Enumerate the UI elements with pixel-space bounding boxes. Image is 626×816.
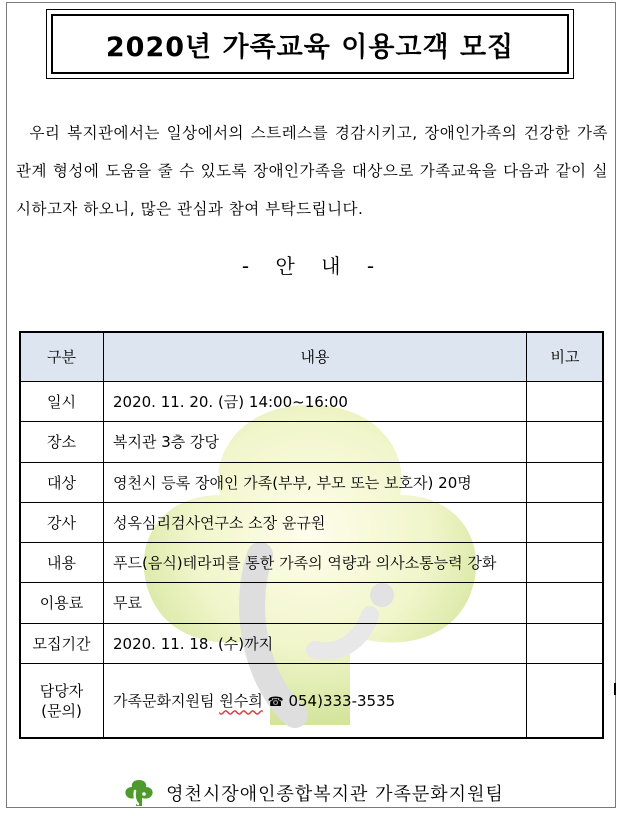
notice-heading: - 안 내 - [241,254,385,278]
contact-person: 원수희 [219,692,263,711]
row-content-date: 2020. 11. 20. (금) 14:00~16:00 [104,382,527,422]
row-label-instructor: 강사 [20,502,104,542]
row-note [527,502,604,542]
row-label-fee: 이용료 [20,583,104,623]
title-box [46,9,574,79]
row-note [527,422,604,462]
header-note: 비고 [527,332,604,382]
page-title: 2020년 가족교육 이용고객 모집 [105,31,515,63]
row-note [527,543,604,583]
row-note [527,382,604,422]
footer-org-name: 영천시장애인종합복지관 가족문화지원팀 [166,784,504,805]
row-note [527,663,604,738]
margin-mark [614,683,616,695]
row-label-content: 내용 [20,543,104,583]
row-note [527,623,604,663]
row-note [527,583,604,623]
header-category: 구분 [20,332,104,382]
row-content-period: 2020. 11. 18. (수)까지 [104,623,527,663]
tree-logo-icon [122,778,156,808]
contact-team: 가족문화지원팀 [113,692,215,711]
row-content-fee: 무료 [104,583,527,623]
row-content-contact [104,663,527,738]
row-label-date: 일시 [20,382,104,422]
row-content-place: 복지관 3층 강당 [104,422,527,462]
row-content-instructor: 성옥심리검사연구소 소장 윤규원 [104,502,527,542]
intro-paragraph: 우리 복지관에서는 일상에서의 스트레스를 경감시키고, 장애인가족의 건강한 가족관계 형성에 도움을 줄 수 있도록 장애인가족을 대상으로 가족교육을 다음과 같이 실시하고자 하오니, 많은 관심과 참여 부탁드립니다. [16,124,608,218]
row-label-place: 장소 [20,422,104,462]
phone-icon: ☎ [267,695,284,711]
row-content-target: 영천시 등록 장애인 가족(부부, 부모 또는 보호자) 20명 [104,462,527,502]
row-label-target: 대상 [20,462,104,502]
row-label-contact: 담당자 (문의) [20,663,104,738]
contact-phone: 054)333-3535 [288,692,396,711]
header-content: 내용 [104,332,527,382]
row-label-period: 모집기간 [20,623,104,663]
row-content-content: 푸드(음식)테라피를 통한 가족의 역량과 의사소통능력 강화 [104,543,527,583]
footer [0,778,626,808]
info-table [19,331,604,739]
row-note [527,462,604,502]
